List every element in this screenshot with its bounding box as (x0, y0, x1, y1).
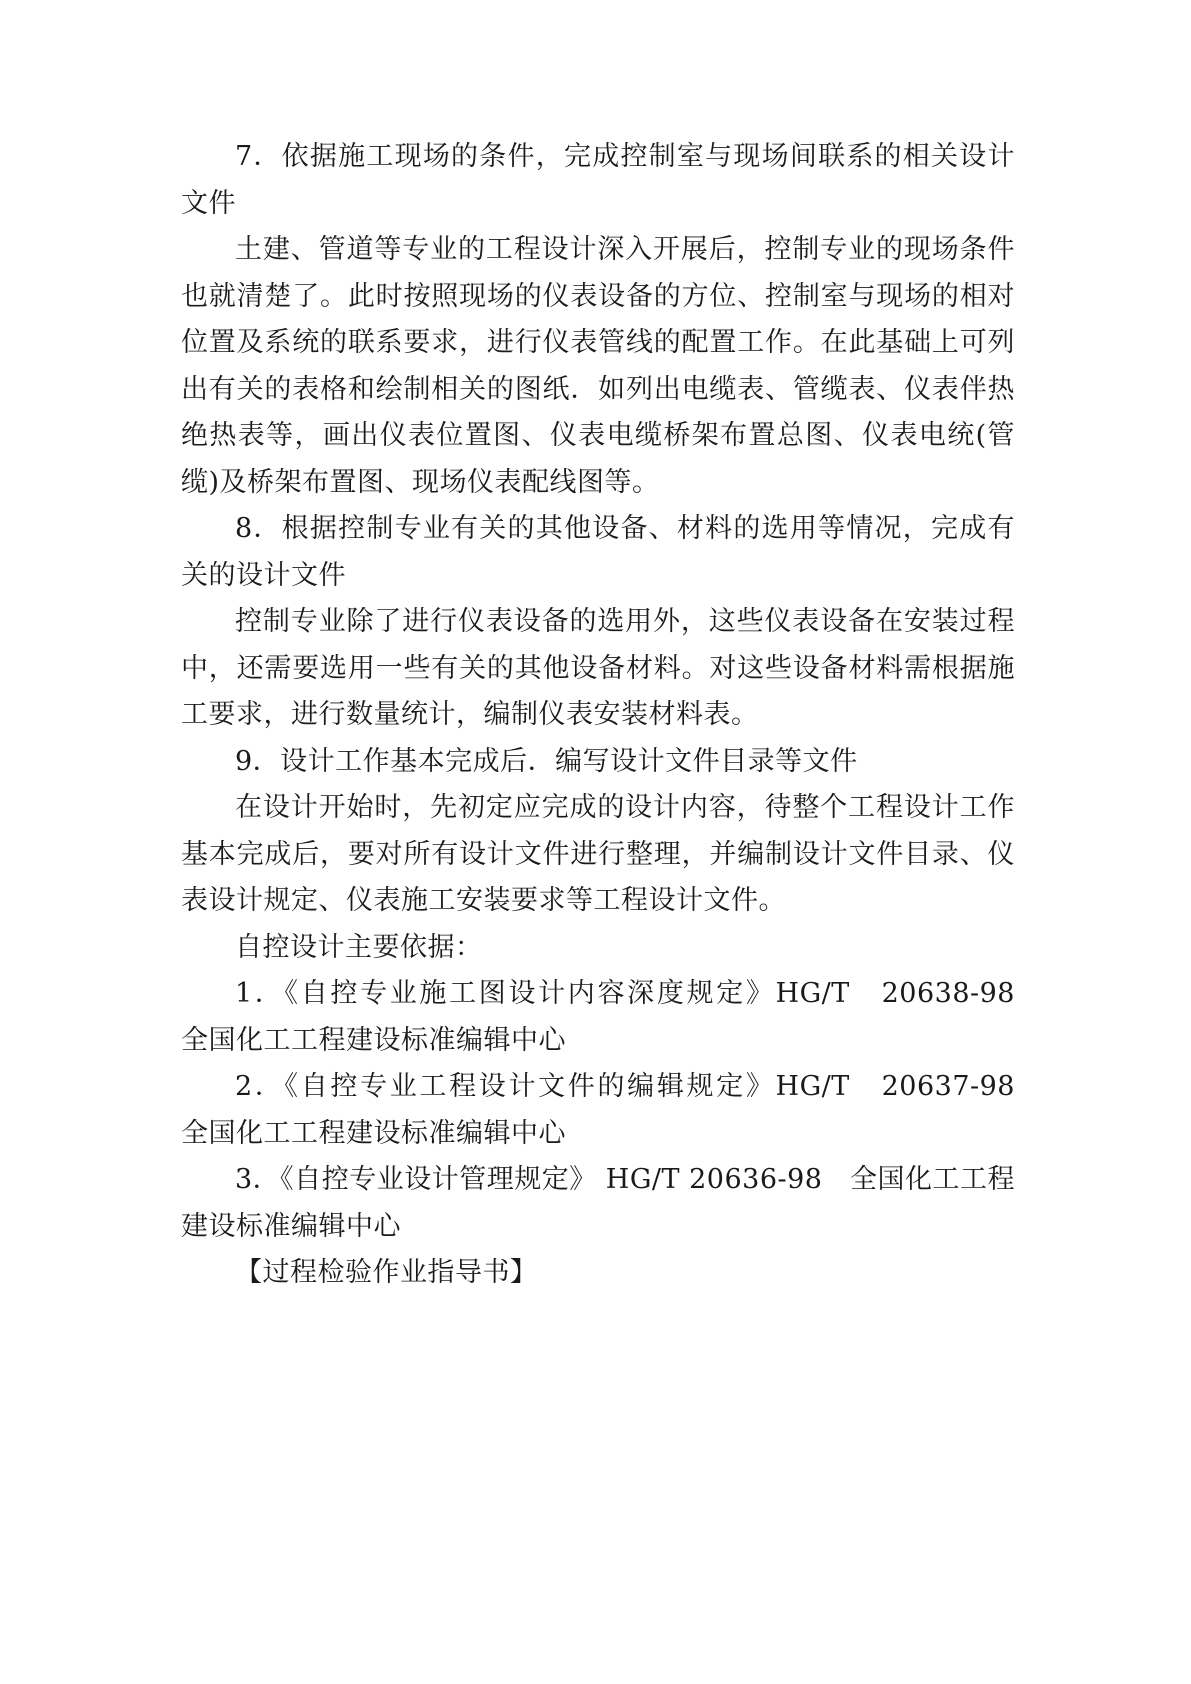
body-paragraph: 土建、管道等专业的工程设计深入开展后，控制专业的现场条件也就清楚了。此时按照现场的仪表设备的方位、控制室与现场的相对位置及系统的联系要求，进行仪表管线的配置工作。在此基础上可列出有关的表格和绘制相关的图纸．如列出电缆表、管缆表、仪表伴热绝热表等，画出仪表位置图、仪表电缆桥架布置总图、仪表电统(管缆)及桥架布置图、现场仪表配线图等。 (181, 234, 1015, 498)
reference-item-1: 1．《自控专业施工图设计内容深度规定》HG/T 20638-98 全国化工工程建设标准编辑中心 (181, 978, 1043, 1056)
section-heading-8: 8．根据控制专业有关的其他设备、材料的选用等情况，完成有关的设计文件 (181, 513, 1015, 591)
body-paragraph: 控制专业除了进行仪表设备的选用外，这些仪表设备在安装过程中，还需要选用一些有关的其他设备材料。对这些设备材料需根据施工要求，进行数量统计，编制仪表安装材料表。 (181, 606, 1015, 730)
body-paragraph: 在设计开始时，先初定应完成的设计内容，待整个工程设计工作基本完成后，要对所有设计文件进行整理，并编制设计文件目录、仪表设计规定、仪表施工安装要求等工程设计文件。 (181, 792, 1015, 916)
reference-item-3: 3．《自控专业设计管理规定》 HG/T 20636-98 全国化工工程建设标准编辑中心 (181, 1164, 1015, 1242)
next-document-title: 【过程检验作业指导书】 (235, 1257, 538, 1288)
reference-item-2: 2．《自控专业工程设计文件的编辑规定》HG/T 20637-98 全国化工工程建设标准编辑中心 (181, 1071, 1043, 1149)
basis-heading: 自控设计主要依据： (235, 931, 483, 963)
document-body (181, 134, 1043, 1297)
section-heading-9: 9．设计工作基本完成后．编写设计文件目录等文件 (235, 745, 858, 777)
section-heading-7: 7．依据施工现场的条件，完成控制室与现场间联系的相关设计文件 (181, 141, 1015, 219)
